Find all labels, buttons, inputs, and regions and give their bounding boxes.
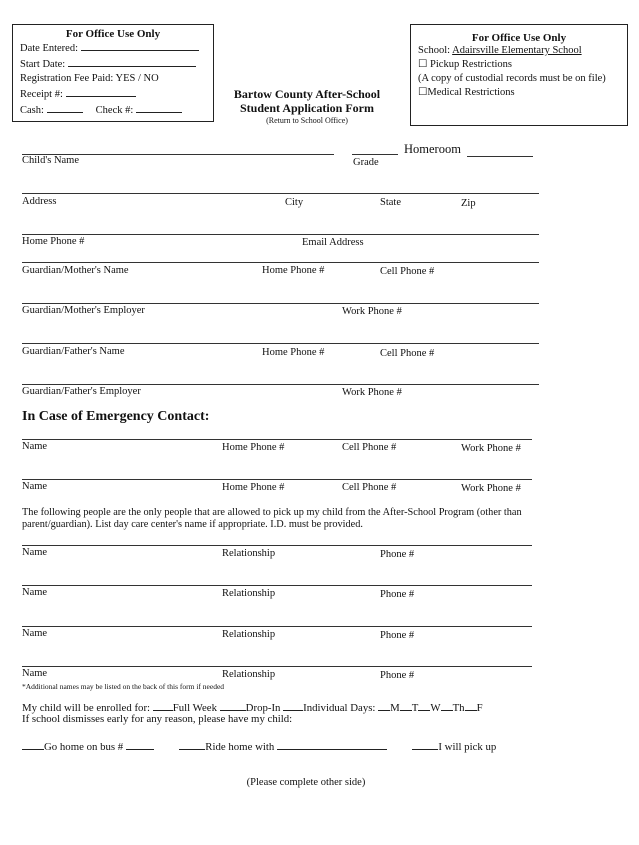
pickup-3-relationship-label: Relationship (222, 629, 276, 640)
form-title-line2: Student Application Form (239, 101, 374, 115)
pickup-person-2-line[interactable] (22, 585, 532, 586)
grade-label: Grade (353, 157, 379, 168)
pickup-person-1-line[interactable] (22, 545, 532, 546)
emergency-2-cell-phone-label: Cell Phone # (342, 482, 397, 493)
pickup-4-phone-label: Phone # (380, 670, 415, 681)
office-use-title-left: For Office Use Only (65, 28, 161, 40)
individual-days-label: Individual Days: (303, 702, 376, 714)
father-cell-phone-label: Cell Phone # (380, 348, 435, 359)
form-title-line1: Bartow County After-School (233, 87, 381, 101)
ride-home-with-field[interactable] (277, 740, 387, 750)
pickup-1-phone-label: Phone # (380, 549, 415, 560)
medical-checkbox[interactable]: ☐ (418, 87, 428, 98)
pickup-3-phone-label: Phone # (380, 630, 415, 641)
day-m-label: M (390, 702, 400, 714)
city-label: City (285, 197, 304, 208)
address-label: Address (22, 196, 57, 207)
pick-up-label: I will pick up (438, 741, 497, 753)
ride-home-blank[interactable] (179, 740, 205, 750)
mother-employer-line[interactable] (22, 303, 539, 304)
full-week-blank[interactable] (153, 701, 173, 711)
homeroom-line[interactable] (467, 156, 533, 157)
emergency-contact-2-line[interactable] (22, 479, 532, 480)
father-employer-line[interactable] (22, 384, 539, 385)
father-name-label: Guardian/Father's Name (22, 346, 125, 357)
drop-in-label: Drop-In (245, 702, 281, 714)
mother-name-line[interactable] (22, 262, 539, 263)
thursday-blank[interactable] (441, 701, 453, 711)
father-employer-label: Guardian/Father's Employer (22, 386, 141, 397)
mother-home-phone-label: Home Phone # (262, 265, 325, 276)
school-name: Adairsville Elementary School (452, 45, 582, 56)
pickup-2-phone-label: Phone # (380, 589, 415, 600)
day-th-label: Th (452, 702, 465, 714)
father-work-phone-label: Work Phone # (342, 387, 402, 398)
pick-up-blank[interactable] (412, 740, 438, 750)
home-phone-label: Home Phone # (22, 236, 85, 247)
father-name-line[interactable] (22, 343, 539, 344)
receipt-field[interactable] (66, 86, 136, 97)
registration-fee-label: Registration Fee Paid: YES / NO (20, 73, 159, 84)
start-date-field[interactable] (68, 56, 196, 67)
ride-home-label: Ride home with (205, 741, 275, 753)
emergency-contact-1-line[interactable] (22, 439, 532, 440)
zip-label: Zip (461, 198, 476, 209)
wednesday-blank[interactable] (418, 701, 430, 711)
pickup-1-relationship-label: Relationship (222, 548, 276, 559)
emergency-1-work-phone-label: Work Phone # (461, 443, 521, 454)
bus-number-field[interactable] (126, 740, 154, 750)
mother-cell-phone-label: Cell Phone # (380, 266, 435, 277)
emergency-2-home-phone-label: Home Phone # (222, 482, 285, 493)
drop-in-blank[interactable] (220, 701, 246, 711)
date-entered-label: Date Entered: (20, 43, 79, 54)
mother-employer-label: Guardian/Mother's Employer (22, 305, 145, 316)
day-f-label: F (476, 702, 483, 714)
pickup-1-name-label: Name (22, 547, 48, 558)
receipt-label: Receipt #: (20, 89, 63, 100)
office-use-box-right (410, 24, 628, 126)
pickup-person-4-line[interactable] (22, 666, 532, 667)
pickup-3-name-label: Name (22, 628, 48, 639)
go-home-bus-label: Go home on bus # (44, 741, 124, 753)
check-field[interactable] (136, 102, 182, 113)
day-t-label: T (411, 702, 419, 714)
home-phone-email-line[interactable] (22, 234, 539, 235)
emergency-1-home-phone-label: Home Phone # (222, 442, 285, 453)
complete-other-side-note: (Please complete other side) (246, 777, 366, 788)
monday-blank[interactable] (378, 701, 390, 711)
office-use-box-left (12, 24, 214, 122)
check-label: Check #: (95, 105, 134, 116)
office-use-title-right: For Office Use Only (471, 32, 567, 44)
email-label: Email Address (302, 237, 364, 248)
cash-label: Cash: (20, 105, 44, 116)
homeroom-label: Homeroom (404, 142, 461, 156)
pickup-restrictions-label: Pickup Restrictions (430, 59, 513, 70)
pickup-checkbox[interactable]: ☐ (418, 59, 428, 70)
pickup-intro-line1: The following people are the only people that are allowed to pick up my child from the After-School Program (other than (22, 507, 522, 518)
custodial-note: (A copy of custodial records must be on file) (418, 73, 606, 84)
emergency-heading: In Case of Emergency Contact: (22, 409, 210, 424)
mother-work-phone-label: Work Phone # (342, 306, 402, 317)
mother-name-label: Guardian/Mother's Name (22, 265, 129, 276)
emergency-2-work-phone-label: Work Phone # (461, 483, 521, 494)
return-note: (Return to School Office) (266, 116, 348, 125)
pickup-2-name-label: Name (22, 587, 48, 598)
father-home-phone-label: Home Phone # (262, 347, 325, 358)
individual-days-blank[interactable] (283, 701, 303, 711)
friday-blank[interactable] (465, 701, 477, 711)
dismissal-note: If school dismisses early for any reason, please have my child: (22, 713, 293, 725)
date-entered-field[interactable] (81, 40, 199, 51)
start-date-label: Start Date: (20, 59, 66, 70)
pickup-4-name-label: Name (22, 668, 48, 679)
emergency-2-name-label: Name (22, 481, 48, 492)
dismissal-options-row (22, 740, 496, 753)
go-home-bus-blank[interactable] (22, 740, 44, 750)
emergency-1-name-label: Name (22, 441, 48, 452)
emergency-1-cell-phone-label: Cell Phone # (342, 442, 397, 453)
medical-restrictions-label: Medical Restrictions (427, 87, 515, 98)
state-label: State (380, 197, 401, 208)
tuesday-blank[interactable] (400, 701, 412, 711)
pickup-4-relationship-label: Relationship (222, 669, 276, 680)
school-label: School: (418, 45, 451, 56)
child-name-label: Child's Name (22, 155, 80, 166)
pickup-intro-line2: parent/guardian). List day care center's name if appropriate. I.D. must be provided. (22, 519, 363, 530)
day-w-label: W (430, 702, 441, 714)
grade-line[interactable] (352, 154, 398, 155)
address-line[interactable] (22, 193, 539, 194)
pickup-2-relationship-label: Relationship (222, 588, 276, 599)
pickup-person-3-line[interactable] (22, 626, 532, 627)
cash-field[interactable] (47, 102, 83, 113)
full-week-label: Full Week (172, 702, 217, 714)
enrolled-for-label: My child will be enrolled for: (22, 702, 151, 714)
additional-names-note: *Additional names may be listed on the back of this form if needed (22, 682, 225, 691)
